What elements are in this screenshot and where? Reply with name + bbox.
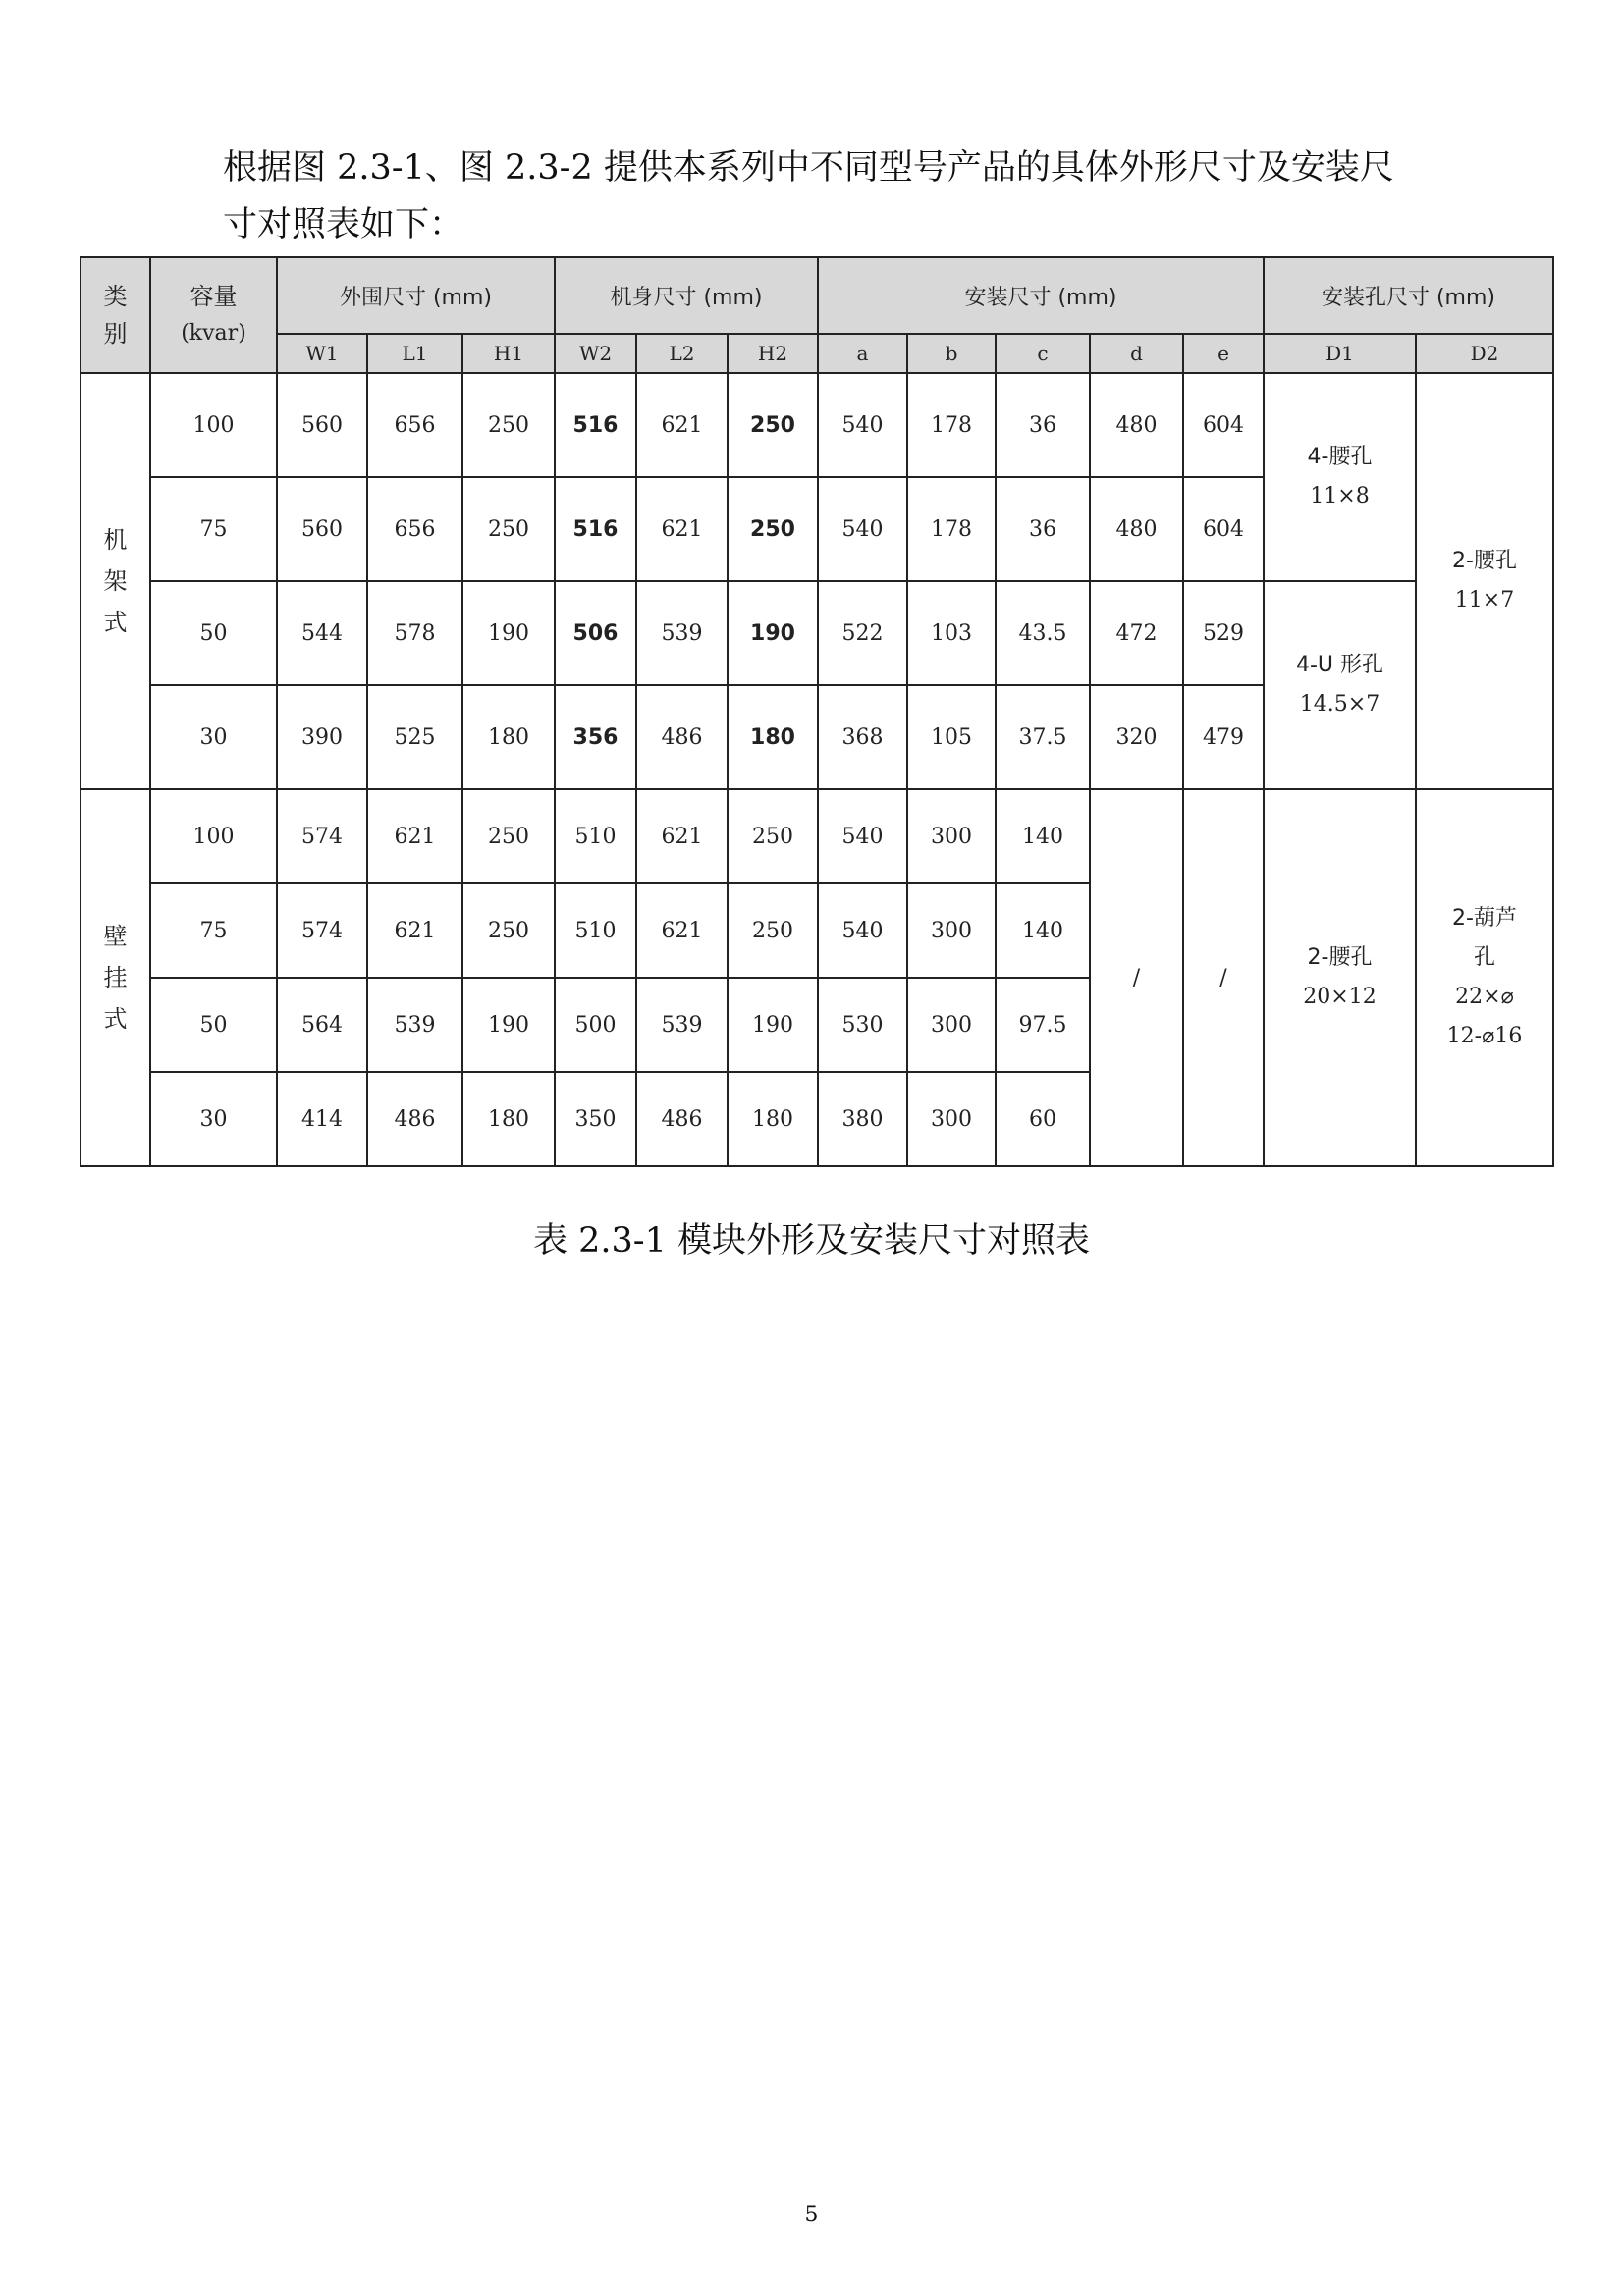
table-cell: 510 bbox=[555, 789, 636, 883]
table-cell: 300 bbox=[907, 1072, 996, 1166]
cell-text: 2-腰孔 bbox=[1452, 549, 1517, 573]
table-cell: 180 bbox=[462, 685, 555, 789]
cell-text: 2-腰孔 bbox=[1307, 945, 1373, 970]
header-body: 机身尺寸 (mm) bbox=[555, 257, 818, 334]
cell-text: 12-⌀16 bbox=[1446, 1024, 1523, 1048]
table-cell: 525 bbox=[367, 685, 462, 789]
cell-text: 4-U 形孔 bbox=[1295, 653, 1384, 677]
table-cell: 300 bbox=[907, 789, 996, 883]
cell-text: (kvar) bbox=[181, 321, 246, 346]
table-cell: 75 bbox=[150, 883, 277, 978]
table-cell: 190 bbox=[462, 581, 555, 685]
table-cell: 300 bbox=[907, 978, 996, 1072]
cell-text: 孔 bbox=[1473, 945, 1495, 970]
table-cell: 100 bbox=[150, 373, 277, 477]
table-cell: 250 bbox=[462, 883, 555, 978]
table-cell: 180 bbox=[728, 1072, 818, 1166]
table-cell: 105 bbox=[907, 685, 996, 789]
table-cell: 621 bbox=[636, 789, 728, 883]
category-rack bbox=[81, 373, 150, 789]
cell-text: 容量 bbox=[189, 283, 238, 310]
col-l2: L2 bbox=[636, 334, 728, 373]
table-cell: 390 bbox=[277, 685, 367, 789]
table-cell: 37.5 bbox=[996, 685, 1090, 789]
rack-d2 bbox=[1416, 373, 1553, 789]
table-cell: 656 bbox=[367, 373, 462, 477]
wall-d2 bbox=[1416, 789, 1553, 1166]
table-cell: 250 bbox=[462, 373, 555, 477]
table-cell: 621 bbox=[367, 883, 462, 978]
table-row bbox=[81, 373, 1553, 477]
table-cell: 540 bbox=[818, 883, 907, 978]
table-cell: 75 bbox=[150, 477, 277, 581]
table-cell: 486 bbox=[367, 1072, 462, 1166]
table-cell: 486 bbox=[636, 1072, 728, 1166]
table-cell: 621 bbox=[367, 789, 462, 883]
intro-paragraph bbox=[223, 139, 1431, 253]
table-cell: 530 bbox=[818, 978, 907, 1072]
table-cell: 574 bbox=[277, 789, 367, 883]
rack-d1-bottom bbox=[1264, 581, 1416, 789]
table-cell: 621 bbox=[636, 883, 728, 978]
table-cell: 539 bbox=[367, 978, 462, 1072]
table-cell: 604 bbox=[1183, 477, 1264, 581]
table-row bbox=[81, 789, 1553, 883]
header-row-2 bbox=[81, 334, 1553, 373]
cell-text: 壁挂式 bbox=[103, 923, 128, 1033]
table-cell: 578 bbox=[367, 581, 462, 685]
table-cell: 250 bbox=[728, 789, 818, 883]
table-cell: 30 bbox=[150, 685, 277, 789]
table-cell: 178 bbox=[907, 477, 996, 581]
col-h1: H1 bbox=[462, 334, 555, 373]
col-e: e bbox=[1183, 334, 1264, 373]
table-cell: 178 bbox=[907, 373, 996, 477]
category-wall bbox=[81, 789, 150, 1166]
table-cell: 50 bbox=[150, 581, 277, 685]
table-cell: 560 bbox=[277, 477, 367, 581]
table-row bbox=[81, 581, 1553, 685]
header-capacity bbox=[150, 257, 277, 373]
cell-text: 2-葫芦 bbox=[1452, 906, 1517, 931]
table-cell: 529 bbox=[1183, 581, 1264, 685]
table-cell: 540 bbox=[818, 373, 907, 477]
table-cell: 480 bbox=[1090, 477, 1183, 581]
table-cell: 140 bbox=[996, 789, 1090, 883]
table-cell: 30 bbox=[150, 1072, 277, 1166]
table-cell: 250 bbox=[728, 883, 818, 978]
col-c: c bbox=[996, 334, 1090, 373]
wall-d1 bbox=[1264, 789, 1416, 1166]
table-cell: 50 bbox=[150, 978, 277, 1072]
table-cell: 43.5 bbox=[996, 581, 1090, 685]
table-cell: 320 bbox=[1090, 685, 1183, 789]
table-cell: 500 bbox=[555, 978, 636, 1072]
table-cell: 250 bbox=[462, 789, 555, 883]
table-cell: 539 bbox=[636, 581, 728, 685]
table-cell: 510 bbox=[555, 883, 636, 978]
table-cell: 560 bbox=[277, 373, 367, 477]
table-cell: 544 bbox=[277, 581, 367, 685]
table-cell: 250 bbox=[728, 477, 818, 581]
table-cell: 479 bbox=[1183, 685, 1264, 789]
table-cell: 539 bbox=[636, 978, 728, 1072]
header-row-1 bbox=[81, 257, 1553, 334]
table-cell: 190 bbox=[462, 978, 555, 1072]
wall-e: / bbox=[1183, 789, 1264, 1166]
cell-text: 14.5×7 bbox=[1299, 692, 1380, 717]
col-w1: W1 bbox=[277, 334, 367, 373]
col-d2: D2 bbox=[1416, 334, 1553, 373]
table-cell: 368 bbox=[818, 685, 907, 789]
table-cell: 480 bbox=[1090, 373, 1183, 477]
intro-line-2: 寸对照表如下： bbox=[223, 205, 464, 244]
table-cell: 300 bbox=[907, 883, 996, 978]
table-cell: 380 bbox=[818, 1072, 907, 1166]
header-install: 安装尺寸 (mm) bbox=[818, 257, 1264, 334]
dimension-table-container bbox=[80, 256, 1552, 1167]
table-cell: 472 bbox=[1090, 581, 1183, 685]
table-cell: 540 bbox=[818, 477, 907, 581]
page-number: 5 bbox=[804, 2203, 819, 2227]
table-cell: 621 bbox=[636, 477, 728, 581]
table-caption: 表 2.3-1 模块外形及安装尺寸对照表 bbox=[532, 1221, 1090, 1260]
table-cell: 60 bbox=[996, 1072, 1090, 1166]
table-cell: 36 bbox=[996, 477, 1090, 581]
cell-text: 4-腰孔 bbox=[1307, 445, 1373, 469]
col-b: b bbox=[907, 334, 996, 373]
cell-text: 类别 bbox=[103, 282, 128, 347]
cell-text: 20×12 bbox=[1303, 985, 1377, 1009]
table-cell: 36 bbox=[996, 373, 1090, 477]
col-a: a bbox=[818, 334, 907, 373]
table-cell: 574 bbox=[277, 883, 367, 978]
header-category bbox=[81, 257, 150, 373]
header-holes: 安装孔尺寸 (mm) bbox=[1264, 257, 1553, 334]
table-cell: 140 bbox=[996, 883, 1090, 978]
table-cell: 103 bbox=[907, 581, 996, 685]
table-cell: 350 bbox=[555, 1072, 636, 1166]
intro-line-1: 根据图 2.3-1、图 2.3-2 提供本系列中不同型号产品的具体外形尺寸及安装尺 bbox=[223, 148, 1394, 187]
table-cell: 250 bbox=[728, 373, 818, 477]
table-cell: 516 bbox=[555, 477, 636, 581]
table-cell: 180 bbox=[462, 1072, 555, 1166]
table-cell: 250 bbox=[462, 477, 555, 581]
cell-text: 11×7 bbox=[1454, 588, 1515, 613]
table-cell: 356 bbox=[555, 685, 636, 789]
table-cell: 516 bbox=[555, 373, 636, 477]
table-cell: 97.5 bbox=[996, 978, 1090, 1072]
table-cell: 604 bbox=[1183, 373, 1264, 477]
col-h2: H2 bbox=[728, 334, 818, 373]
dimension-table bbox=[80, 256, 1554, 1167]
col-d: d bbox=[1090, 334, 1183, 373]
table-cell: 190 bbox=[728, 978, 818, 1072]
table-cell: 564 bbox=[277, 978, 367, 1072]
table-cell: 414 bbox=[277, 1072, 367, 1166]
header-outer: 外围尺寸 (mm) bbox=[277, 257, 555, 334]
table-cell: 180 bbox=[728, 685, 818, 789]
table-cell: 656 bbox=[367, 477, 462, 581]
cell-text: 机架式 bbox=[103, 526, 128, 636]
table-cell: 540 bbox=[818, 789, 907, 883]
cell-text: 22×⌀ bbox=[1455, 985, 1514, 1009]
col-d1: D1 bbox=[1264, 334, 1416, 373]
table-cell: 522 bbox=[818, 581, 907, 685]
cell-text: 11×8 bbox=[1310, 484, 1370, 508]
col-w2: W2 bbox=[555, 334, 636, 373]
rack-d1-top bbox=[1264, 373, 1416, 581]
table-cell: 506 bbox=[555, 581, 636, 685]
table-cell: 190 bbox=[728, 581, 818, 685]
table-cell: 621 bbox=[636, 373, 728, 477]
wall-d: / bbox=[1090, 789, 1183, 1166]
table-cell: 100 bbox=[150, 789, 277, 883]
table-cell: 486 bbox=[636, 685, 728, 789]
col-l1: L1 bbox=[367, 334, 462, 373]
